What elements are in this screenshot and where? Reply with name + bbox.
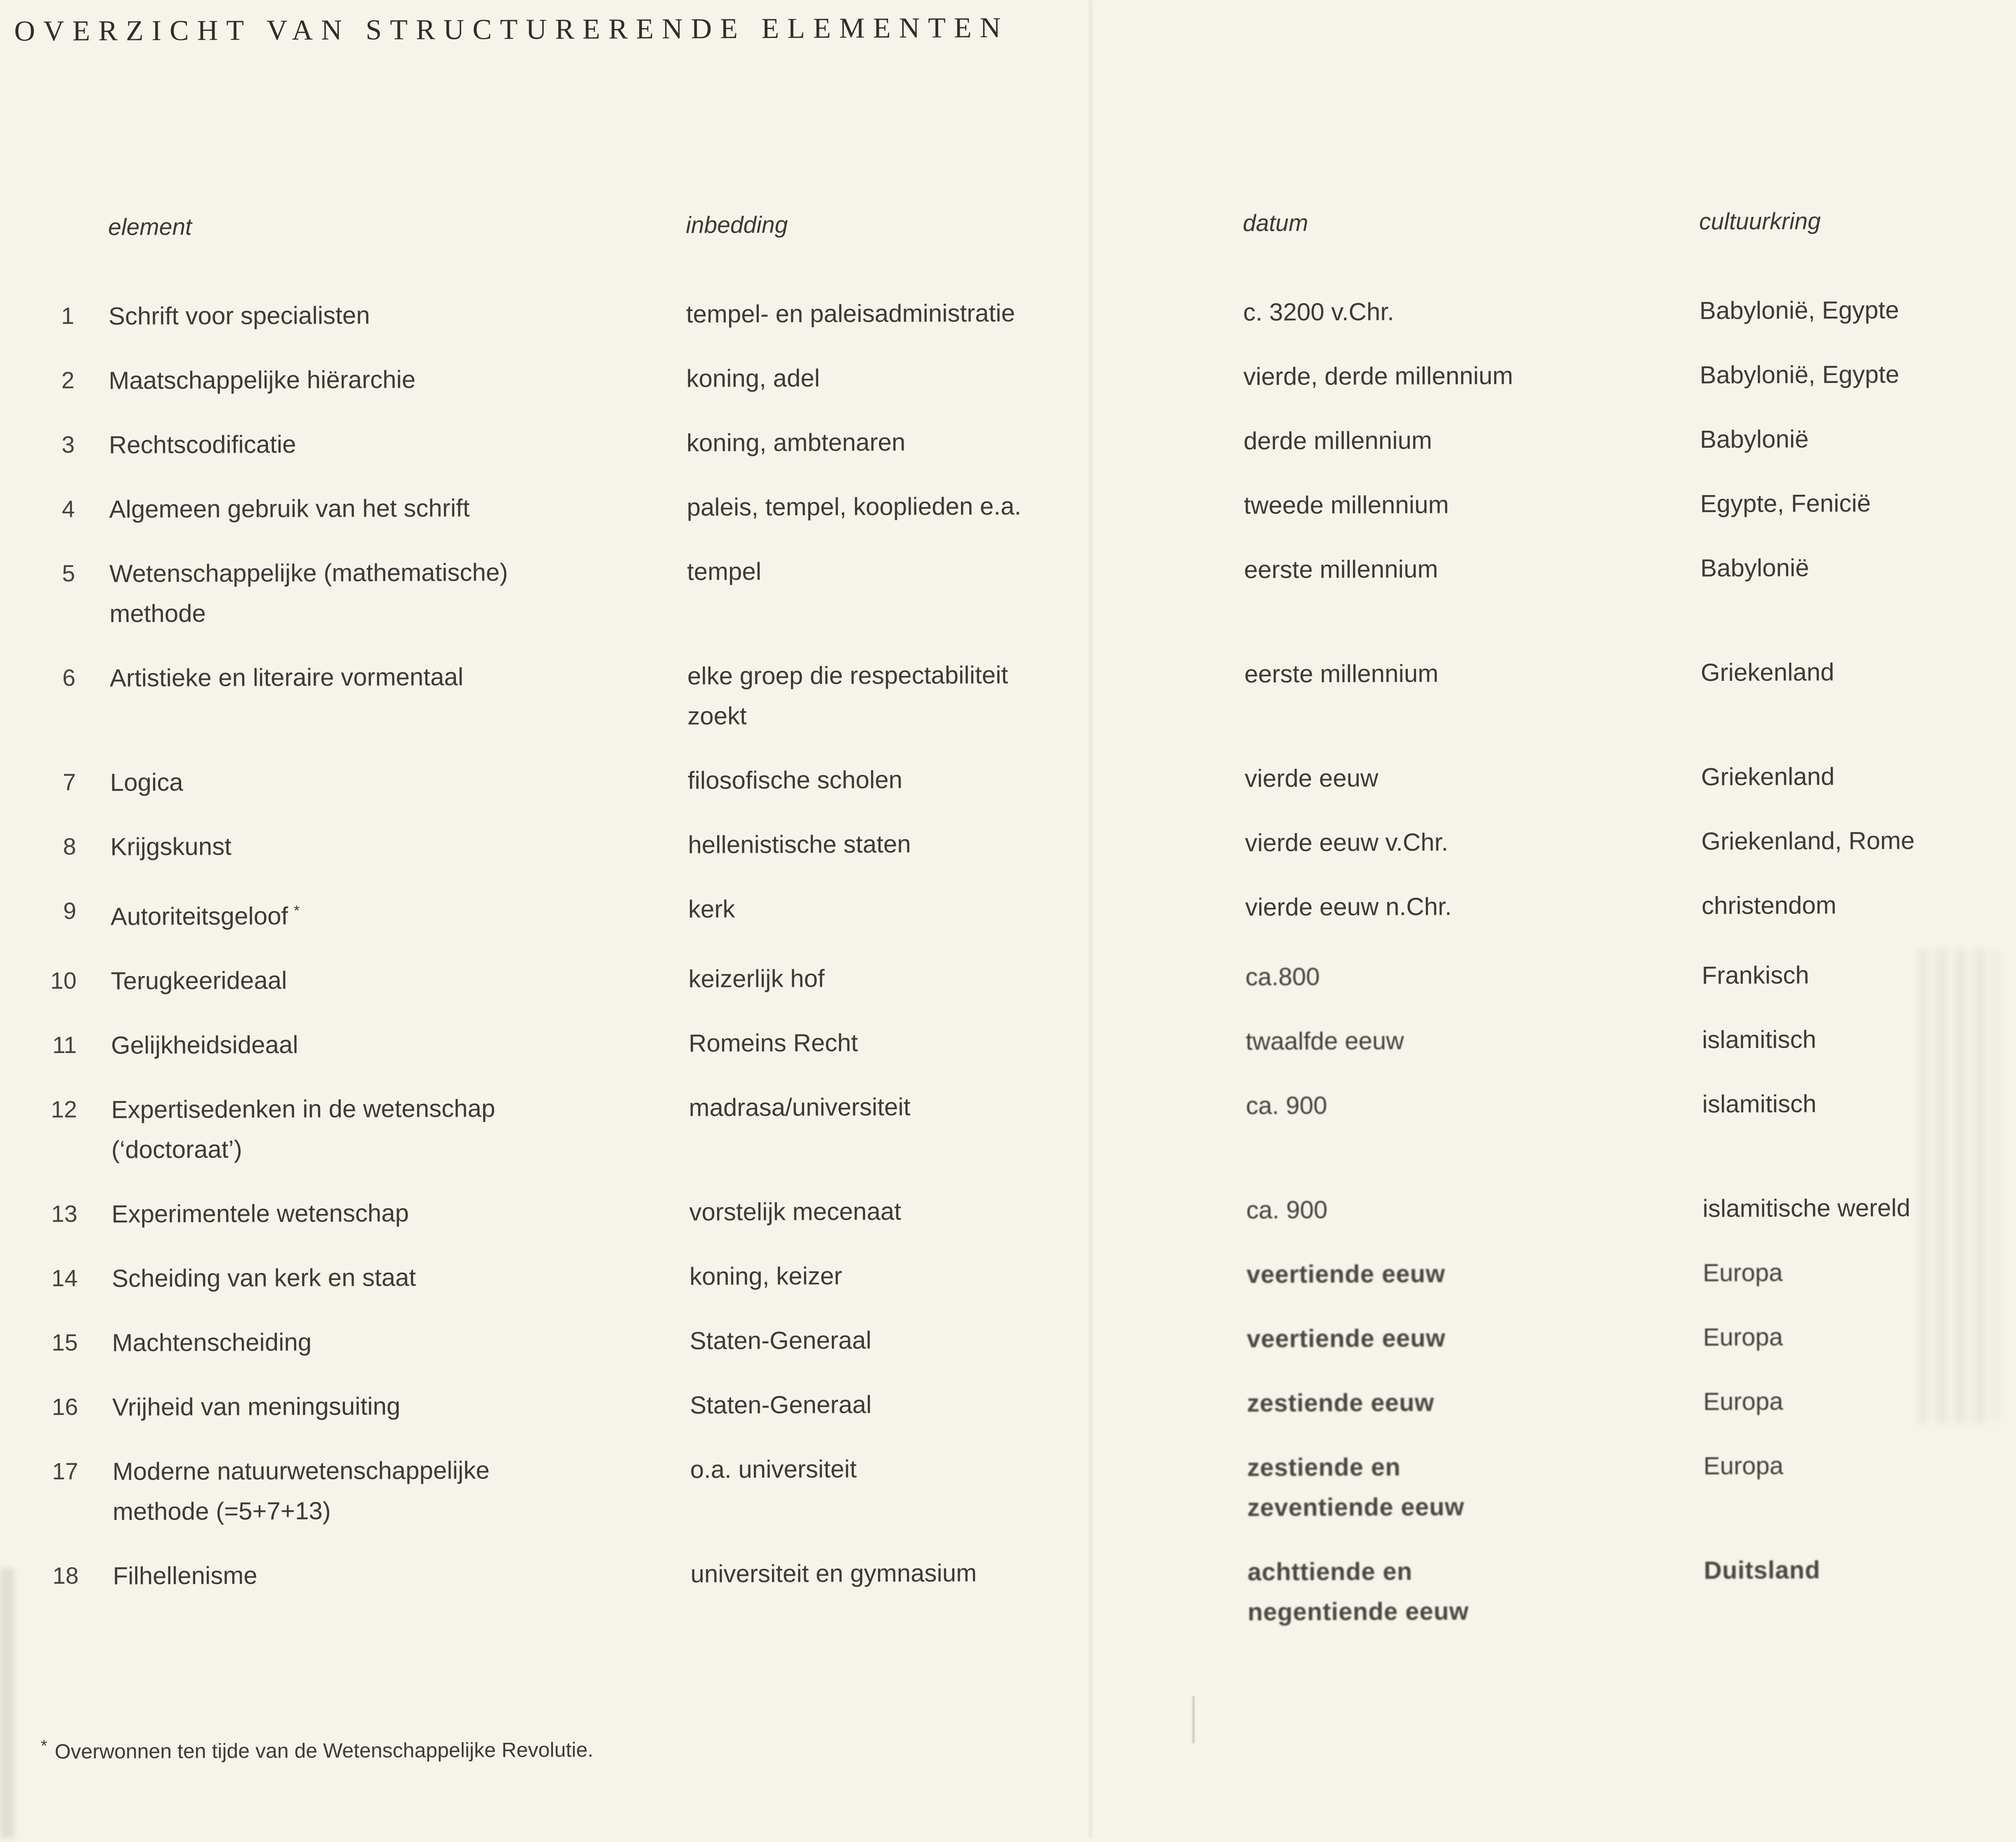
row-inbedding: koning, keizer — [689, 1262, 843, 1290]
row-cultuurkring: Duitsland — [1704, 1556, 1820, 1585]
row-cultuurkring: Europa — [1703, 1323, 1783, 1351]
row-datum: zestiende eeuw — [1246, 1389, 1435, 1417]
row-cultuurkring: islamitisch — [1702, 1025, 1816, 1054]
table-row — [0, 289, 2014, 336]
row-datum: ca.800 — [1245, 963, 1320, 991]
table-row — [0, 884, 2016, 937]
row-inbedding: Staten-Generaal — [689, 1326, 871, 1355]
row-inbedding: elke groep die respectabiliteit zoekt — [687, 661, 1008, 730]
table-row — [0, 547, 2015, 634]
table-row — [0, 354, 2014, 401]
row-element: Machtenscheiding — [112, 1328, 312, 1357]
row-element: Autoriteitsgeloof * — [110, 902, 300, 930]
row-inbedding: tempel — [687, 557, 762, 586]
row-cultuurkring: Babylonië — [1700, 554, 1809, 582]
row-number: 7 — [63, 769, 76, 796]
row-element: Vrijheid van meningsuiting — [112, 1392, 401, 1421]
row-inbedding: Staten-Generaal — [689, 1391, 872, 1419]
table-row — [0, 651, 2015, 738]
row-cultuurkring: Egypte, Fenicië — [1700, 489, 1871, 518]
table-row — [1, 1316, 2016, 1363]
row-datum: ca. 900 — [1246, 1091, 1327, 1119]
row-cultuurkring: Babylonië, Egypte — [1700, 360, 1900, 389]
row-datum: vierde eeuw v.Chr. — [1245, 828, 1448, 857]
scan-smudge-left — [0, 1568, 14, 1838]
row-number: 8 — [63, 833, 76, 860]
row-datum: vierde eeuw n.Chr. — [1245, 893, 1452, 921]
row-inbedding: kerk — [688, 895, 735, 923]
row-inbedding: vorstelijk mecenaat — [689, 1197, 902, 1226]
row-inbedding: koning, adel — [686, 364, 820, 392]
row-cultuurkring: islamitische wereld — [1702, 1194, 1911, 1223]
table-row — [0, 418, 2014, 465]
row-cultuurkring: Babylonië — [1700, 425, 1809, 453]
row-inbedding: hellenistische staten — [688, 830, 911, 859]
table-row — [0, 756, 2016, 803]
table-row — [0, 1083, 2016, 1170]
header-inbedding: inbedding — [686, 211, 788, 239]
row-datum: c. 3200 v.Chr. — [1243, 298, 1394, 326]
row-number: 17 — [52, 1458, 78, 1485]
row-element: Schrift voor specialisten — [108, 301, 370, 330]
row-number: 4 — [61, 496, 75, 522]
row-inbedding: koning, ambtenaren — [686, 428, 906, 457]
row-inbedding: filosofische scholen — [687, 765, 903, 794]
scan-tick-mark — [1192, 1696, 1194, 1743]
footnote-text: Overwonnen ten tijde van de Wetenschappelijke Revolutie. — [54, 1738, 594, 1763]
row-cultuurkring: Europa — [1703, 1452, 1784, 1480]
row-datum: vierde eeuw — [1244, 764, 1379, 792]
table-row — [1, 1187, 2016, 1234]
page-title: OVERZICHT VAN STRUCTURERENDE ELEMENTEN — [14, 12, 1009, 47]
row-element: Experimentele wetenschap — [111, 1199, 409, 1228]
table-row — [2, 1549, 2016, 1636]
row-inbedding: tempel- en paleisadministratie — [686, 299, 1015, 328]
row-element: Expertisedenken in de wetenschap (‘doctoraat’) — [111, 1094, 496, 1164]
row-inbedding: paleis, tempel, kooplieden e.a. — [687, 492, 1022, 521]
row-cultuurkring: Griekenland — [1700, 658, 1834, 687]
row-datum: eerste millennium — [1244, 555, 1438, 583]
header-cultuurkring: cultuurkring — [1699, 208, 1821, 235]
row-number: 13 — [51, 1200, 78, 1228]
table-row — [1, 1252, 2016, 1299]
row-number: 16 — [52, 1393, 78, 1421]
row-element: Gelijkheidsideaal — [111, 1031, 298, 1059]
row-inbedding: universiteit en gymnasium — [690, 1559, 977, 1588]
row-inbedding: keizerlijk hof — [688, 964, 825, 993]
table-header-row — [0, 201, 2014, 248]
scan-smudge-right — [1919, 949, 1997, 1424]
table-row — [0, 1018, 2016, 1065]
row-element: Rechtscodificatie — [109, 430, 296, 459]
row-number: 11 — [52, 1032, 77, 1059]
row-datum: vierde, derde millennium — [1243, 361, 1513, 391]
row-element: Krijgskunst — [110, 832, 231, 861]
row-number: 18 — [52, 1562, 79, 1589]
header-datum: datum — [1243, 210, 1308, 237]
row-number: 6 — [62, 664, 76, 691]
footnote-asterisk-icon: * — [40, 1737, 47, 1755]
row-cultuurkring: Babylonië, Egypte — [1699, 296, 1899, 325]
row-element: Wetenschappelijke (mathematische) methode — [109, 558, 508, 628]
row-number: 14 — [51, 1265, 78, 1292]
row-datum: veertiende eeuw — [1246, 1260, 1445, 1288]
row-number: 15 — [52, 1329, 78, 1356]
row-element: Maatschappelijke hiërarchie — [109, 366, 416, 394]
row-datum: twaalfde eeuw — [1245, 1027, 1404, 1055]
row-datum: achttiende en negentiende eeuw — [1247, 1557, 1469, 1626]
row-inbedding: madrasa/universiteit — [689, 1093, 911, 1122]
footnote — [41, 1731, 593, 1765]
row-cultuurkring: christendom — [1701, 891, 1837, 920]
row-element: Artistieke en literaire vormentaal — [109, 663, 464, 692]
table-rows — [0, 289, 2016, 1636]
footnote-marker-icon: * — [294, 902, 300, 919]
row-number: 3 — [61, 431, 75, 458]
row-number: 2 — [61, 367, 75, 394]
table-row — [0, 482, 2015, 529]
table-row — [2, 1380, 2016, 1427]
row-element: Terugkeerideaal — [111, 966, 287, 995]
row-datum: tweede millennium — [1244, 491, 1449, 519]
row-datum: eerste millennium — [1244, 659, 1439, 688]
table-row — [0, 954, 2016, 1001]
row-element: Algemeen gebruik van het schrift — [109, 494, 470, 523]
row-inbedding: Romeins Recht — [688, 1029, 858, 1057]
row-number: 1 — [61, 302, 74, 330]
row-cultuurkring: Griekenland, Rome — [1701, 827, 1915, 855]
table-row — [2, 1445, 2016, 1532]
row-cultuurkring: Griekenland — [1701, 763, 1835, 791]
scan-fold-line — [1089, 0, 1092, 1838]
row-number: 12 — [51, 1096, 77, 1123]
row-element: Logica — [110, 768, 183, 796]
row-element: Scheiding van kerk en staat — [111, 1263, 416, 1292]
row-datum: veertiende eeuw — [1246, 1324, 1446, 1353]
row-datum: derde millennium — [1243, 426, 1432, 455]
row-inbedding: o.a. universiteit — [690, 1455, 857, 1483]
row-cultuurkring: Frankisch — [1702, 961, 1809, 989]
row-cultuurkring: Europa — [1703, 1387, 1783, 1416]
row-datum: zestiende en zeventiende eeuw — [1247, 1453, 1465, 1521]
row-cultuurkring: Europa — [1702, 1259, 1783, 1287]
header-element: element — [108, 213, 192, 241]
row-number: 5 — [62, 560, 76, 587]
row-element: Filhellenisme — [113, 1561, 257, 1590]
row-number: 9 — [63, 897, 77, 924]
row-number: 10 — [50, 967, 77, 994]
row-datum: ca. 900 — [1246, 1196, 1328, 1224]
table-row — [0, 820, 2016, 867]
row-cultuurkring: islamitisch — [1702, 1090, 1817, 1118]
row-element: Moderne natuurwetenschappelijke methode (=5+7+13) — [112, 1456, 490, 1526]
